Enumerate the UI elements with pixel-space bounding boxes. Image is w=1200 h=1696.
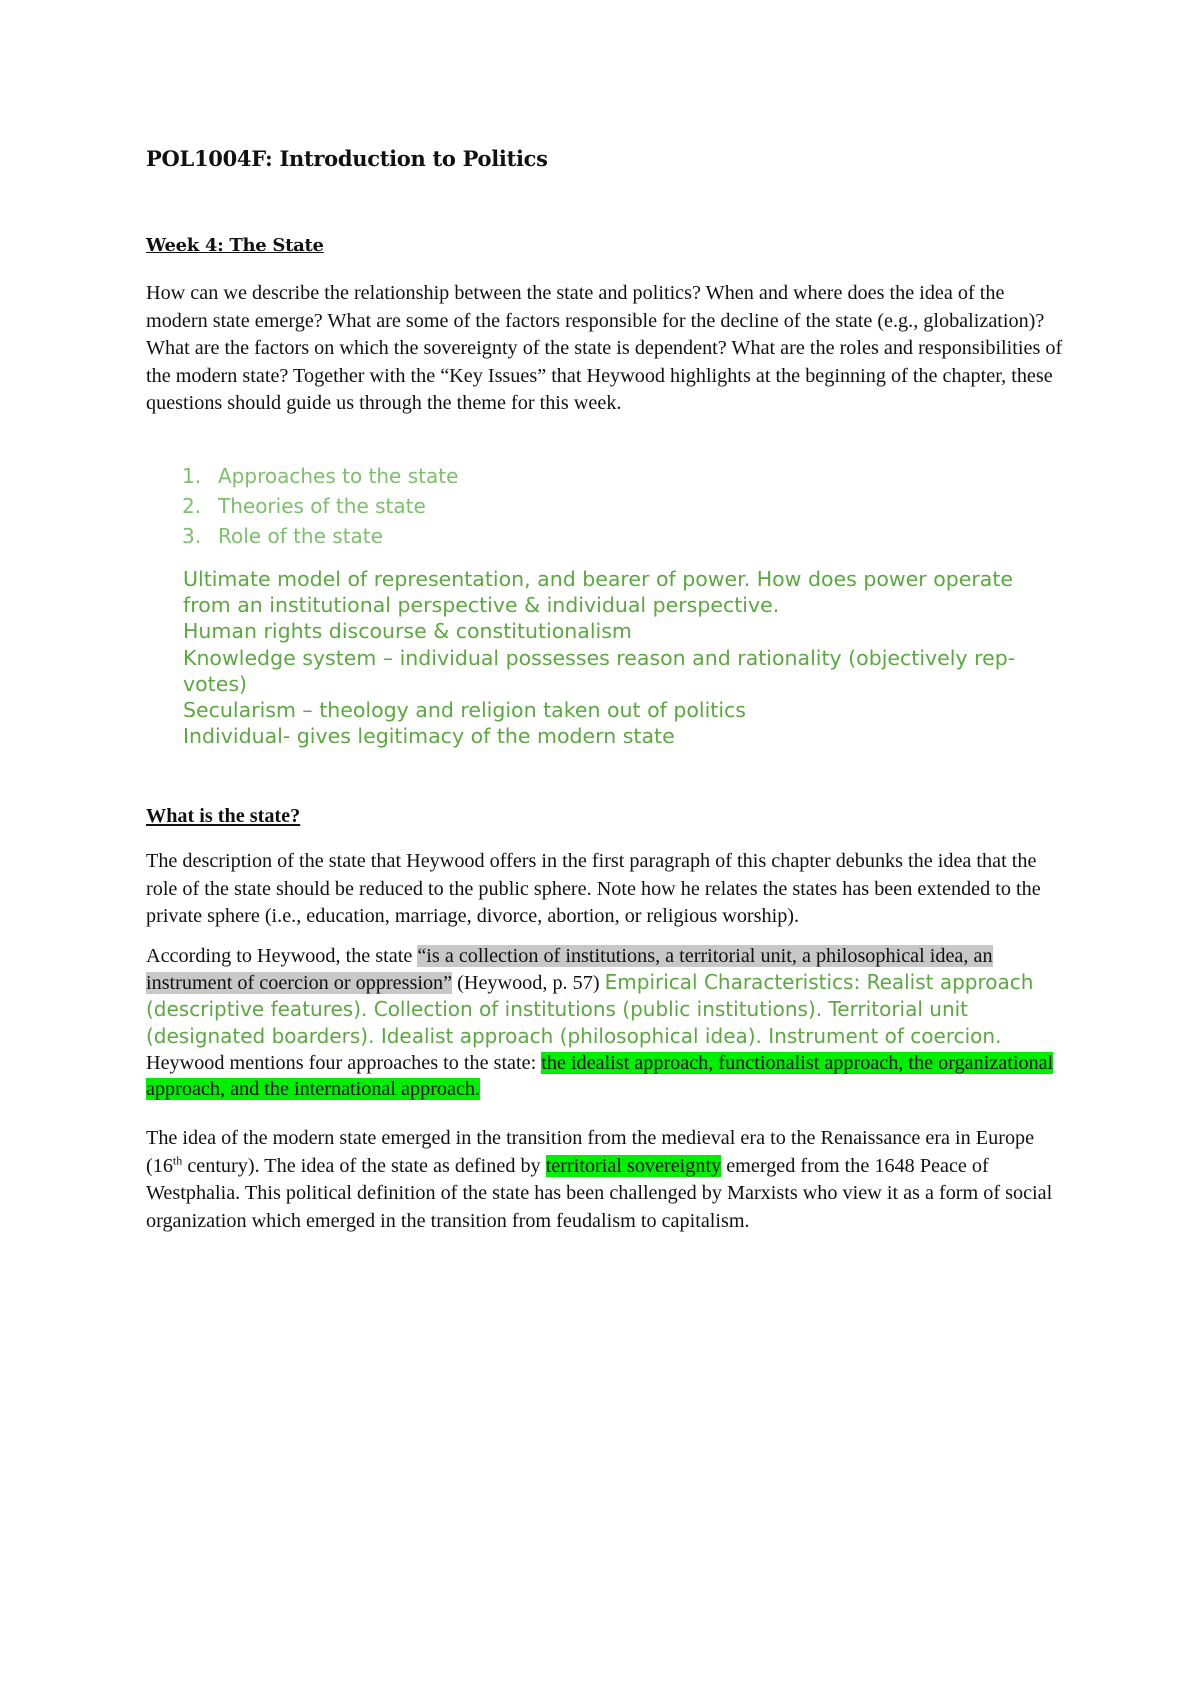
heywood-lead: According to Heywood, the state	[146, 945, 418, 967]
week-heading: Week 4: The State	[146, 235, 324, 256]
numbered-list	[182, 461, 458, 551]
sovereignty-highlight: territorial sovereignty	[545, 1154, 722, 1177]
modern-part-1: The idea of the modern state emerged in the transition from the medieval era to the Renaissance era in Europe (16	[146, 1127, 1035, 1177]
list-number: 3.	[182, 524, 202, 548]
heywood-quote: “is a collection of institutions, a territorial unit, a philosophical idea, an instrument of coercion or oppression”	[146, 945, 993, 994]
modern-part-3: emerged from the 1648 Peace of Westphalia. This political definition of the state has been challenged by Marxists who view it as a form of social organization which emerged in the transition from feudalism to capitalism.	[146, 1154, 1053, 1232]
heywood-middle: Heywood mentions four approaches to the state:	[146, 1052, 542, 1074]
green-notes	[183, 566, 1063, 749]
list-text: Theories of the state	[218, 494, 426, 518]
superscript: th	[172, 1152, 183, 1167]
heywood-citation: (Heywood, p. 57)	[452, 972, 605, 994]
list-item	[182, 491, 458, 521]
list-number: 2.	[182, 494, 202, 518]
note-line: Individual- gives legitimacy of the modern state	[183, 724, 675, 749]
list-item	[182, 461, 458, 491]
list-text: Role of the state	[218, 524, 383, 548]
intro-paragraph: How can we describe the relationship between the state and politics? When and where does the idea of the modern state emerge? What are some of the factors responsible for the decline of the state (e.g., globalization)? What are the factors on which the sovereignty of the state is dependent? What are the roles and responsibilities of the modern state? Together with the “Key Issues” that Heywood highlights at the beginning of the chapter, these questions should guide us through the theme for this week.	[146, 282, 1063, 414]
note-line: Human rights discourse & constitutionalism	[183, 619, 632, 644]
note-line: Secularism – theology and religion taken out of politics	[183, 698, 746, 723]
note-line: Ultimate model of representation, and bearer of power. How does power operate from an institutional perspective & individual perspective.	[183, 567, 1014, 618]
list-number: 1.	[182, 464, 202, 488]
heywood-paragraph	[146, 943, 1066, 1102]
list-item	[182, 521, 458, 551]
approaches-highlight: the idealist approach, functionalist approach, the organizational approach, and the international approach.	[146, 1052, 1054, 1100]
section-heading: What is the state?	[146, 805, 301, 827]
modern-state-paragraph	[146, 1125, 1066, 1235]
document-title: POL1004F: Introduction to Politics	[146, 146, 548, 171]
note-line: Knowledge system – individual possesses reason and rationality (objectively rep- votes)	[183, 645, 1016, 696]
empirical-note: Empirical Characteristics: Realist approach (descriptive features). Collection of institutions (public institutions). Territorial unit (designated boarders). Idealist approach (philosophical idea). Instrument of coercion.	[146, 970, 1034, 1048]
list-text: Approaches to the state	[218, 464, 459, 488]
description-paragraph: The description of the state that Heywood offers in the first paragraph of this chapter debunks the idea that the role of the state should be reduced to the public sphere. Note how he relates the states has been extended to the private sphere (i.e., education, marriage, divorce, abortion, or religious worship).	[146, 850, 1041, 927]
modern-part-2: century). The idea of the state as defined by	[182, 1154, 546, 1177]
